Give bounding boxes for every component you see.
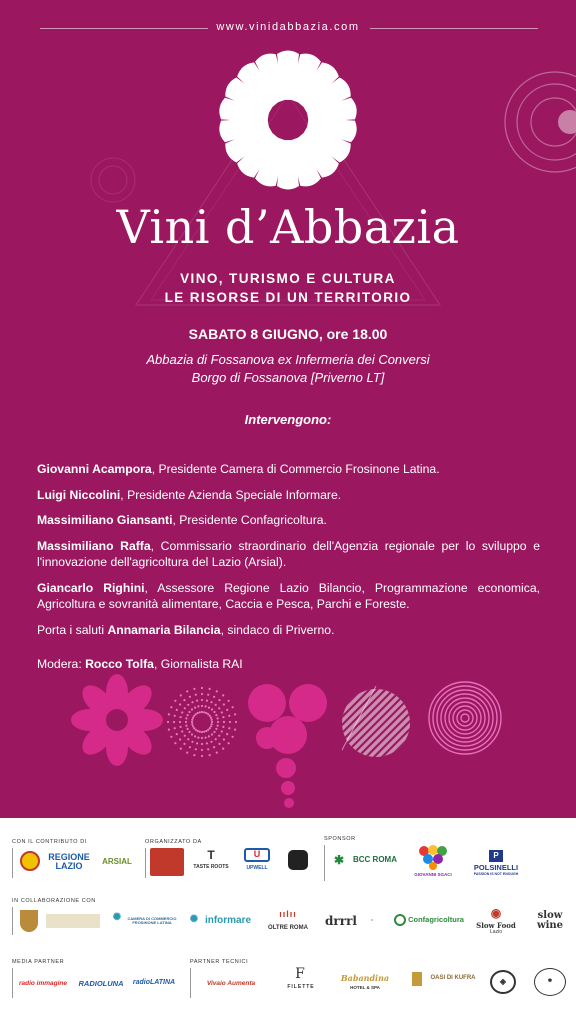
moderator-name: Rocco Tolfa bbox=[85, 657, 154, 671]
giovanni-sgaci-grapes-icon bbox=[416, 844, 450, 870]
giovanni-sgaci-logo: GIOVANNI SGACI bbox=[414, 871, 452, 877]
slow-food-snail-icon: ◉ bbox=[490, 905, 502, 920]
speaker-item bbox=[37, 580, 540, 613]
sponsor-logos-section bbox=[0, 818, 576, 1024]
upwell-icon: U bbox=[244, 848, 270, 862]
event-venue-line2: Borgo di Fossanova [Priverno LT] bbox=[191, 370, 385, 385]
drrl-logo-icon: drrrl bbox=[325, 913, 357, 928]
greeting-prefix: Porta i saluti bbox=[37, 622, 108, 637]
contributo-label: CON IL CONTRIBUTO DI bbox=[12, 839, 87, 845]
bcc-icon: ✱ bbox=[333, 852, 345, 867]
confagricoltura-icon bbox=[394, 914, 406, 926]
speaker-item bbox=[37, 487, 540, 504]
event-subtitle-line1: VINO, TURISMO E CULTURA bbox=[180, 271, 396, 286]
babandina-subtitle: HOTEL & SPA bbox=[350, 984, 380, 990]
radio-latina-logo: radioLATINA bbox=[132, 979, 176, 987]
organizzato-label: ORGANIZZATO DA bbox=[145, 839, 202, 845]
media-partner-label: MEDIA PARTNER bbox=[12, 959, 65, 965]
upwell-logo: UPWELL bbox=[246, 865, 268, 872]
polygonal-logo-icon bbox=[288, 850, 308, 870]
babandina-logo: Babandina bbox=[340, 972, 390, 983]
oltre-roma-mark-icon: ıılıı bbox=[279, 909, 297, 920]
speaker-name: Luigi Niccolini bbox=[37, 487, 121, 502]
speakers-heading: Intervengono: bbox=[244, 412, 332, 427]
radioluna-logo: RADIOLUNA bbox=[78, 979, 124, 989]
event-subtitle-line2: LE RISORSE DI UN TERRITORIO bbox=[164, 290, 412, 305]
sponsor-label: SPONSOR bbox=[324, 836, 356, 842]
greeting-line bbox=[37, 622, 540, 639]
speaker-name: Massimiliano Giansanti bbox=[37, 513, 173, 527]
concentric-rings-icon bbox=[429, 682, 501, 754]
drrl-text-icon: ≡ bbox=[371, 918, 373, 923]
bcc-roma-logo: BCC ROMA bbox=[353, 854, 397, 864]
polsinelli-tagline: PASSION IS NOT ENOUGH bbox=[473, 872, 519, 877]
slow-wine-logo: slow wine bbox=[536, 909, 564, 931]
grape-cluster-icon bbox=[248, 684, 327, 808]
arsial-logo: ARSIAL bbox=[102, 856, 132, 866]
confagricoltura-logo: Confagricoltura bbox=[408, 915, 464, 925]
dot-burst-icon bbox=[167, 687, 237, 757]
event-venue-line1: Abbazia di Fossanova ex Infermeria dei Conversi bbox=[146, 352, 430, 367]
polsinelli-icon: P bbox=[489, 850, 503, 862]
event-date: SABATO 8 GIUGNO, ore 18.00 bbox=[188, 326, 388, 342]
speaker-role: , Commissario straordinario dell'Agenzia regionale per lo sviluppo e l'innovazione dell'agricoltura del Lazio (Arsial). bbox=[37, 538, 540, 569]
slow-food-region: Lazio bbox=[490, 928, 502, 935]
oasi-di-kufra-logo: OASI DI KUFRA bbox=[430, 974, 476, 981]
filette-mark-icon: F bbox=[295, 965, 305, 982]
speaker-item bbox=[37, 461, 540, 478]
filette-logo: FILETTE bbox=[287, 984, 315, 991]
regione-lazio-logo: REGIONE LAZIO bbox=[48, 851, 90, 871]
osteria-logo-icon: ✽ bbox=[534, 968, 566, 996]
regione-lazio-emblem-icon bbox=[20, 851, 40, 871]
speaker-name: Massimiliano Raffa bbox=[37, 538, 151, 553]
slow-food-logo: Slow Food bbox=[476, 920, 516, 930]
polsinelli-logo: POLSINELLI bbox=[473, 862, 519, 872]
camera-commercio-logo: CAMERA DI COMMERCIO FROSINONE LATINA bbox=[127, 915, 177, 925]
collaborazione-label: IN COLLABORAZIONE CON bbox=[12, 898, 96, 904]
greeting-name: Annamaria Bilancia bbox=[107, 622, 221, 637]
oasi-icon bbox=[412, 972, 422, 986]
speakers-list bbox=[37, 461, 540, 682]
speaker-item bbox=[37, 512, 540, 529]
associazione-emblem-icon: ◈ bbox=[490, 970, 516, 994]
vivaio-aumenta-logo: Vivaio Aumenta bbox=[206, 979, 256, 987]
priverno-crest-icon bbox=[20, 910, 38, 932]
oltre-roma-logo: OLTRE ROMA bbox=[268, 924, 308, 931]
greeting-suffix: , sindaco di Priverno. bbox=[220, 622, 335, 637]
event-title: Vini d’Abbazia bbox=[116, 200, 460, 254]
speaker-role: , Assessore Regione Lazio Bilancio, Programmazione economica, Agricoltura e sovranità alimentare, Caccia e Pesca, Parchi e Foreste. bbox=[37, 580, 541, 611]
speaker-name: Giovanni Acampora bbox=[37, 462, 152, 476]
speaker-role: , Presidente Confagricoltura. bbox=[172, 513, 327, 527]
speaker-name: Giancarlo Righini bbox=[37, 580, 145, 595]
priverno-logo-icon bbox=[46, 914, 100, 928]
taste-roots-icon: T bbox=[207, 847, 215, 862]
informare-logo: informare bbox=[204, 914, 252, 926]
speaker-role: , Presidente Azienda Speciale Informare. bbox=[120, 487, 342, 502]
camera-commercio-icon: ✺ bbox=[112, 911, 122, 923]
website-url[interactable]: www.vinidabbazia.com bbox=[216, 21, 360, 33]
moderator-line bbox=[37, 656, 540, 673]
radio-immagine-logo: radio immagine bbox=[18, 979, 68, 987]
moderator-prefix: Modera: bbox=[37, 657, 86, 671]
moderator-suffix: , Giornalista RAI bbox=[153, 657, 243, 671]
partner-tecnici-label: PARTNER TECNICI bbox=[190, 959, 249, 965]
speaker-item bbox=[37, 538, 540, 571]
speaker-role: , Presidente Camera di Commercio Frosinone Latina. bbox=[151, 462, 440, 476]
taste-roots-logo: TASTE ROOTS bbox=[193, 864, 229, 871]
informare-icon: ✺ bbox=[189, 913, 199, 925]
strada-del-vino-logo-icon bbox=[150, 848, 184, 876]
